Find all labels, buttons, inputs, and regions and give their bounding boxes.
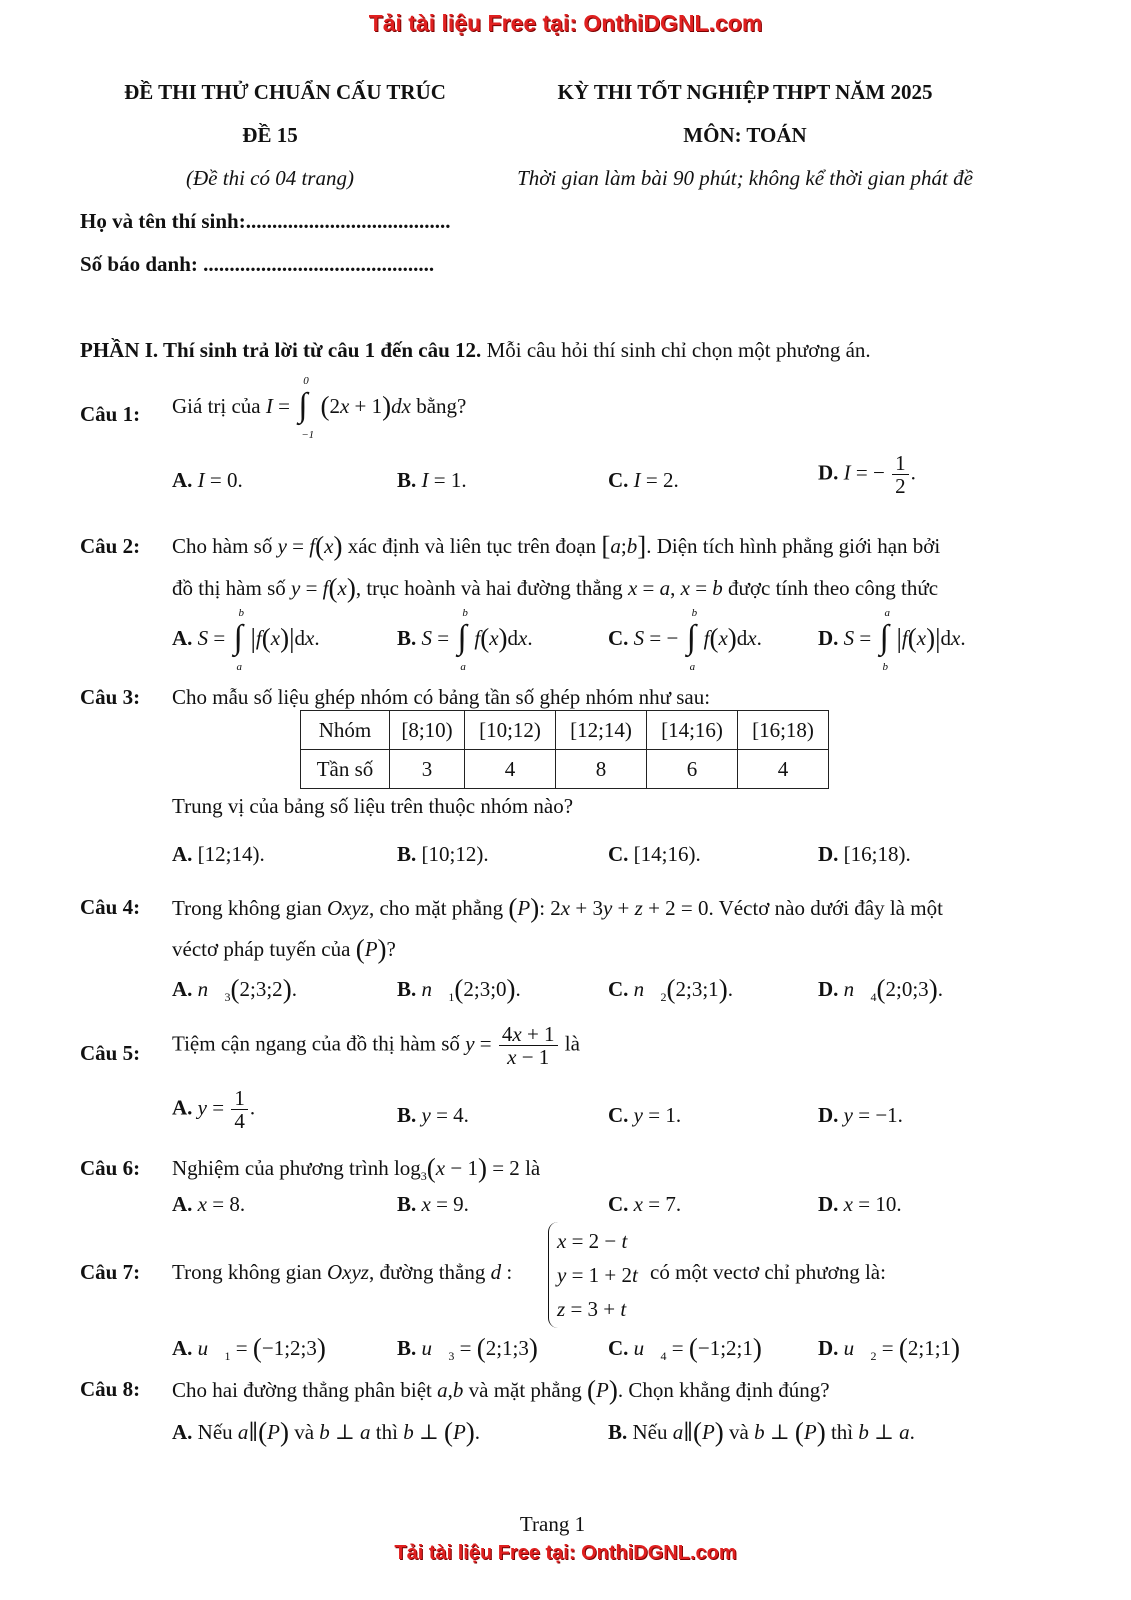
exam-name-title: KỲ THI TỐT NGHIỆP THPT NĂM 2025 [557, 80, 933, 104]
pages-note: (Đề thi có 04 trang) [186, 166, 354, 190]
q8-option-b[interactable]: B. Nếu a∥(P) và b ⊥ (P) thì b ⊥ a. [608, 1417, 915, 1447]
q6-option-b[interactable]: B. x = 9. [397, 1192, 469, 1216]
q6-stem: Nghiệm của phương trình $\log_3(x - 1) = 2$ là [172, 1153, 541, 1184]
student-id-label: Số báo danh: [80, 252, 204, 276]
q5-option-d[interactable]: D. y = −1. [818, 1103, 903, 1127]
q3-label: Câu 3: [80, 685, 141, 709]
q7-label: Câu 7: [80, 1260, 141, 1284]
q1-option-d[interactable]: D. I = − $\frac{1}{2}$ . [818, 451, 916, 499]
q1-lead: Giá trị của [172, 393, 261, 418]
table-cell: 3 [390, 750, 465, 789]
q7-tail: có một vectơ chỉ phương là: [650, 1260, 886, 1284]
time-note: Thời gian làm bài 90 phút; không kể thời gian phát đề [517, 166, 973, 190]
q1-tail: bằng? [416, 393, 467, 418]
q2-option-c[interactable]: C. S = − b ∫ a f(x)dx. [608, 607, 762, 673]
table-cell: [10;12) [465, 711, 556, 750]
subject-title: MÔN: TOÁN [683, 123, 807, 147]
q6-option-d[interactable]: D. x = 10. [818, 1192, 902, 1216]
q7-option-d[interactable]: D. $u⃗_2$ = (2;1;1) [818, 1333, 961, 1364]
table-cell: 4 [738, 750, 829, 789]
q1-option-c[interactable]: C. I = 2. [608, 468, 679, 492]
table-cell: [14;16) [647, 711, 738, 750]
q4-line-2: véctơ pháp tuyến của (P)? [172, 934, 396, 964]
q3-intro: Cho mẫu số liệu ghép nhóm có bảng tần số ghép nhóm như sau: [172, 685, 711, 709]
q7-option-a[interactable]: A. $u⃗_1$ = (−1;2;3) [172, 1333, 326, 1364]
q5-stem: Tiệm cận ngang của đồ thị hàm số y = $\frac{4x + 1}{x - 1}$ là [172, 1022, 580, 1070]
q6-option-c[interactable]: C. x = 7. [608, 1192, 682, 1216]
exam-number: ĐỀ 15 [242, 123, 298, 147]
q4-option-b[interactable]: B. $n⃗_1(2;3;0)$. [397, 974, 521, 1005]
q5-option-c[interactable]: C. y = 1. [608, 1103, 682, 1127]
q3-option-c[interactable]: C. [14;16). [608, 842, 701, 866]
q4-option-c[interactable]: C. $n⃗_2(2;3;1)$. [608, 974, 733, 1005]
q6-option-a[interactable]: A. x = 8. [172, 1192, 246, 1216]
table-cell: [8;10) [390, 711, 465, 750]
student-name-line [80, 209, 450, 234]
q2-option-d[interactable]: D. S = a ∫ b |f(x)|dx. [818, 607, 966, 673]
part-1-instruction: Mỗi câu hỏi thí sinh chỉ chọn một phương án. [481, 338, 871, 362]
table-row [301, 750, 829, 789]
q7-system: x = 2 − t y = 1 + 2t z = 3 + t [548, 1222, 638, 1328]
table-cell: 8 [556, 750, 647, 789]
bottom-banner[interactable]: Tải tài liệu Free tại: OnthiDGNL.com [394, 1542, 737, 1564]
student-id-line [80, 252, 434, 277]
table-cell: 6 [647, 750, 738, 789]
q7-lead: Trong không gian Oxyz, đường thẳng d : [172, 1260, 513, 1284]
q4-line-1: Trong không gian Oxyz, cho mặt phẳng (P): 2x + 3y + z + 2 = 0. Véctơ nào dưới đây là một [172, 893, 943, 923]
q1-option-a[interactable]: A. I = 0. [172, 468, 243, 492]
q1-stem: Giá trị của I = 0 ∫ −1 (2x + 1)dx bằng? [172, 375, 467, 441]
q5-label: Câu 5: [80, 1041, 141, 1065]
q1-option-b[interactable]: B. I = 1. [397, 468, 467, 492]
student-id-dots: ............................................ [203, 252, 435, 276]
q4-option-d[interactable]: D. $n⃗_4(2;0;3)$. [818, 974, 943, 1005]
q4-option-a[interactable]: A. $n⃗_3(2;3;2)$. [172, 974, 297, 1005]
q5-option-b[interactable]: B. y = 4. [397, 1103, 469, 1127]
table-cell: Nhóm [301, 711, 390, 750]
page-number: Trang 1 [519, 1512, 586, 1536]
q8-label: Câu 8: [80, 1377, 141, 1401]
part-1-heading [80, 338, 871, 363]
table-row [301, 711, 829, 750]
q6-label: Câu 6: [80, 1156, 141, 1180]
exam-type-title: ĐỀ THI THỬ CHUẨN CẤU TRÚC [124, 80, 446, 104]
q8-stem: Cho hai đường thẳng phân biệt a,b và mặt phẳng (P). Chọn khẳng định đúng? [172, 1375, 830, 1405]
top-banner[interactable]: Tải tài liệu Free tại: OnthiDGNL.com [368, 10, 763, 36]
q1-label: Câu 1: [80, 402, 141, 426]
q7-option-b[interactable]: B. $u⃗_3$ = (2;1;3) [397, 1333, 538, 1364]
table-cell: 4 [465, 750, 556, 789]
q5-option-a[interactable]: A. y = $\frac{1}{4}$ . [172, 1086, 256, 1134]
q3-question: Trung vị của bảng số liệu trên thuộc nhóm nào? [172, 794, 574, 818]
q2-label: Câu 2: [80, 534, 141, 558]
q4-label: Câu 4: [80, 895, 141, 919]
table-cell: [12;14) [556, 711, 647, 750]
q8-option-a[interactable]: A. Nếu a∥(P) và b ⊥ a thì b ⊥ (P). [172, 1417, 481, 1447]
frequency-table [300, 710, 829, 789]
integral-sign: 0 ∫ −1 [298, 375, 315, 441]
q2-option-b[interactable]: B. S = b ∫ a f(x)dx. [397, 607, 533, 673]
table-cell: Tần số [301, 750, 390, 789]
table-cell: [16;18) [738, 711, 829, 750]
student-name-dots: ....................................... [245, 209, 451, 233]
q3-option-a[interactable]: A. [12;14). [172, 842, 265, 866]
q2-line-1: Cho hàm số y = f(x) xác định và liên tục trên đoạn [a;b]. Diện tích hình phẳng giới hạn bởi [172, 531, 941, 561]
part-1-title: PHẦN I. Thí sinh trả lời từ câu 1 đến câu 12. [80, 338, 482, 362]
q2-option-a[interactable]: A. S = b ∫ a |f(x)|dx. [172, 607, 320, 673]
q2-line-2: đồ thị hàm số y = f(x), trục hoành và hai đường thẳng x = a, x = b được tính theo công thức [172, 573, 939, 603]
student-name-label: Họ và tên thí sinh: [80, 209, 246, 233]
q3-option-b[interactable]: B. [10;12). [397, 842, 489, 866]
q7-option-c[interactable]: C. $u⃗_4$ = (−1;2;1) [608, 1333, 762, 1364]
q3-option-d[interactable]: D. [16;18). [818, 842, 911, 866]
